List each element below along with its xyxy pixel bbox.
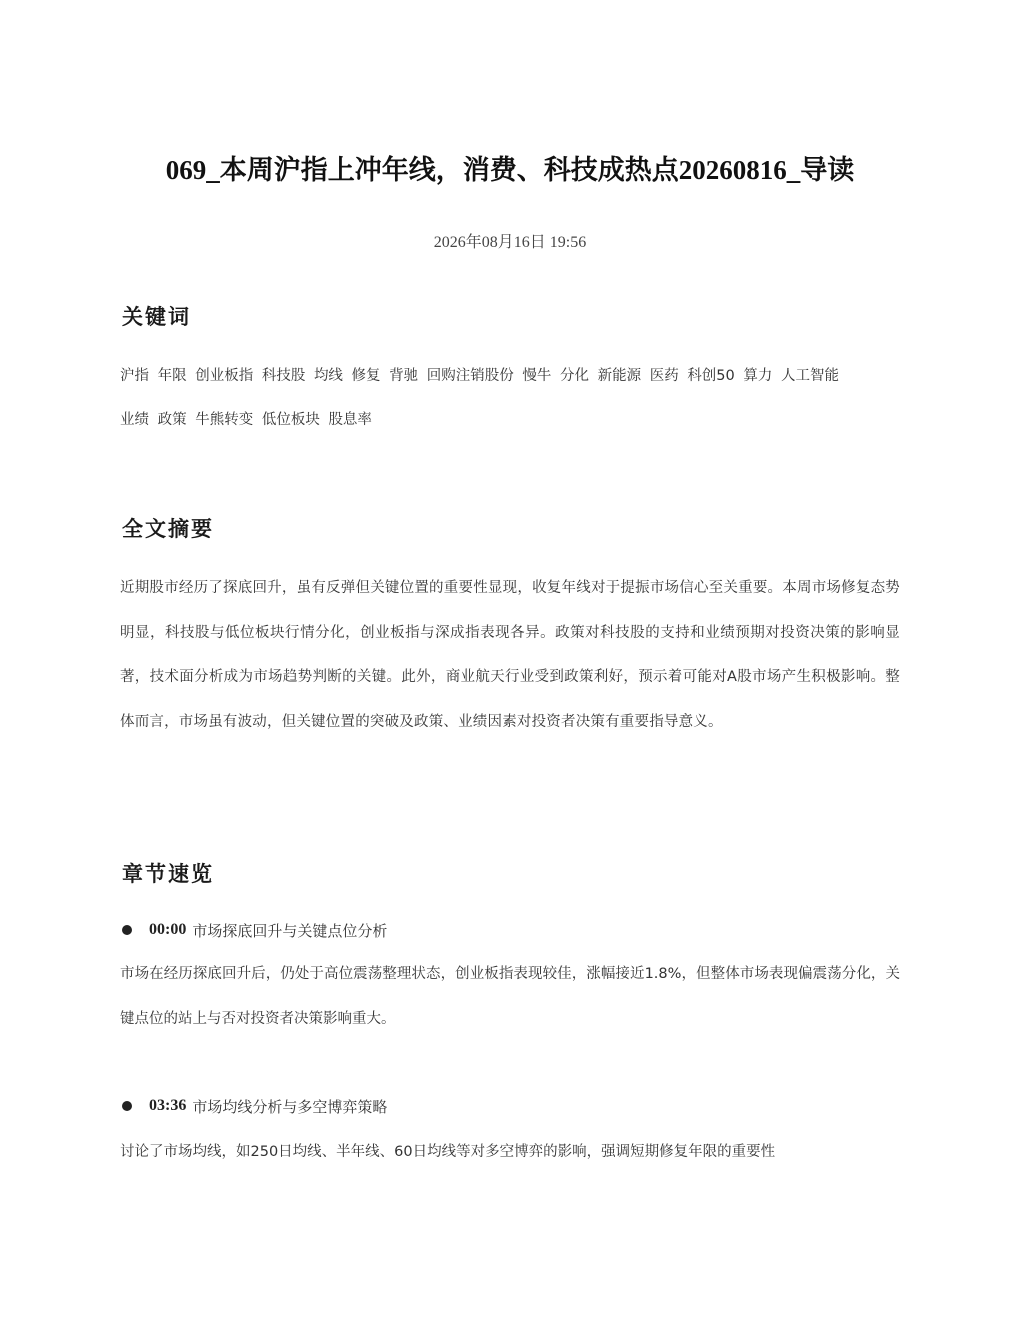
bullet-icon	[122, 925, 132, 935]
summary-text: 近期股市经历了探底回升，虽有反弹但关键位置的重要性显现，收复年线对于提振市场信心至关重要。本周市场修复态势明显，科技股与低位板块行情分化，创业板指与深成指表现各异。政策对科技股的支持和业绩预期对投资决策的影响显著，技术面分析成为市场趋势判断的关键。此外，商业航天行业受到政策利好，预示着可能对A股市场产生积极影响。整体而言，市场虽有波动，但关键位置的突破及政策、业绩因素对投资者决策有重要指导意义。	[120, 580, 900, 730]
keywords-list	[120, 354, 900, 442]
keyword: 回购注销股份	[426, 368, 514, 384]
chapter-timestamp: 00:00	[149, 921, 187, 938]
chapter-description: 讨论了市场均线，如250日均线、半年线、60日均线等对多空博弈的影响，强调短期修复年限的重要性	[120, 1144, 776, 1160]
chapter-header	[120, 917, 387, 943]
chapter-header	[120, 1093, 387, 1119]
keyword: 分化	[559, 368, 589, 384]
keyword: 修复	[351, 368, 381, 384]
keyword: 政策	[157, 412, 187, 428]
keyword: 慢牛	[522, 368, 552, 384]
summary-heading: 全文摘要	[122, 516, 214, 541]
bullet-icon	[122, 1101, 132, 1111]
keyword: 背驰	[389, 368, 419, 384]
keyword: 年限	[157, 368, 187, 384]
keyword: 业绩	[120, 412, 149, 428]
keyword: 新能源	[597, 368, 642, 384]
keyword: 牛熊转变	[195, 412, 254, 428]
chapter-title: 市场均线分析与多空博弈策略	[192, 1097, 388, 1116]
keyword: 创业板指	[195, 368, 254, 384]
keyword: 科创50	[687, 368, 735, 384]
keyword: 算力	[743, 368, 773, 384]
document-title: 069_本周沪指上冲年线，消费、科技成热点20260816_导读	[165, 155, 855, 185]
chapter-description: 市场在经历探底回升后，仍处于高位震荡整理状态，创业板指表现较佳，涨幅接近1.8%，但整体市场表现偏震荡分化，关键点位的站上与否对投资者决策影响重大。	[120, 966, 900, 1027]
keyword: 人工智能	[780, 368, 839, 384]
chapter-title: 市场探底回升与关键点位分析	[192, 921, 388, 940]
keyword: 医药	[649, 368, 679, 384]
keywords-heading: 关键词	[122, 304, 191, 329]
keyword: 均线	[313, 368, 343, 384]
keyword: 科技股	[261, 368, 306, 384]
keyword: 股息率	[328, 412, 372, 428]
keyword: 低位板块	[261, 412, 320, 428]
chapter-timestamp: 03:36	[149, 1097, 187, 1114]
document-date: 2026年08月16日 19:56	[433, 234, 587, 251]
chapters-heading: 章节速览	[122, 861, 214, 886]
keyword: 沪指	[120, 368, 149, 384]
